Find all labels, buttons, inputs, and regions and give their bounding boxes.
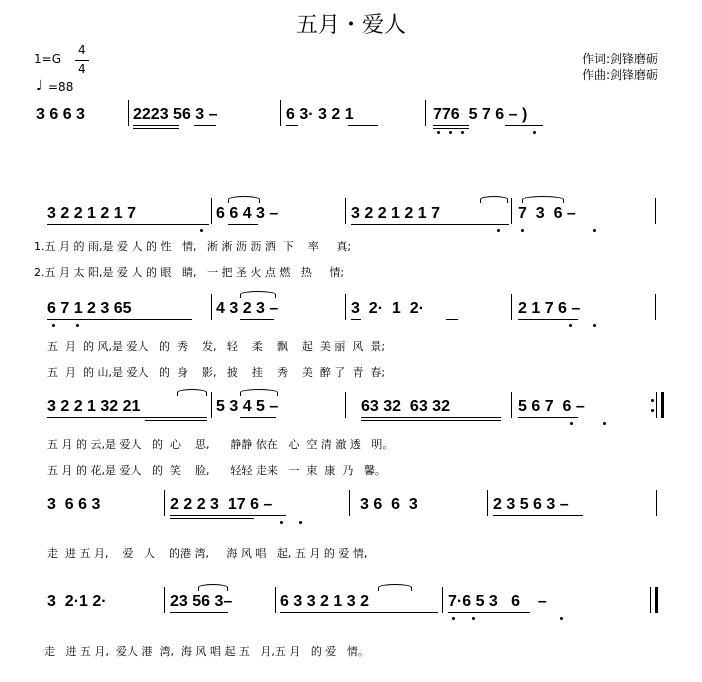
tempo-marking: =88 xyxy=(48,80,74,94)
intro-measure-2: 2223 56 3 – xyxy=(133,106,218,123)
row3-measure-4: 5 6 7 6 – xyxy=(518,398,585,415)
intro-measure-3: 6 3· 3 2 1 xyxy=(286,106,354,123)
row4-measure-2: 2 2 2 3 17 6 – xyxy=(170,496,273,513)
row4-measure-4: 2 3 5 6 3 – xyxy=(493,496,569,513)
row2-lyric-verse-2: 五 月 的 山,是 爱人 的 身 影, 披 挂 秀 美 醉 了 青 春; xyxy=(47,366,386,379)
row3-measure-2: 5 3 4 5 – xyxy=(216,398,279,415)
row3-lyric-verse-1: 五 月 的 云,是 爱人 的 心 思, 静静 依在 心 空 清 澈 透 明。 xyxy=(47,438,394,451)
row3-measure-1: 3 2 2 1 32 21 xyxy=(47,398,141,415)
row5-measure-4: 7·6 5 3 6 – xyxy=(448,593,547,610)
row2-measure-1: 6 7 1 2 3 65 xyxy=(47,300,132,317)
intro-measure-4: 776 5 7 6 – ) xyxy=(433,106,528,123)
row4-measure-1: 3 6 6 3 xyxy=(47,496,101,513)
row1-measure-1: 3 2 2 1 2 1 7 xyxy=(47,205,136,222)
row2-measure-2: 4 3 2 3 – xyxy=(216,300,279,317)
row5-measure-2: 23 56 3– xyxy=(170,593,233,610)
row3-measure-3: 63 32 63 32 xyxy=(361,398,450,415)
page-title: 五月・爱人 xyxy=(295,13,406,38)
time-signature-bottom: 4 xyxy=(78,62,86,76)
lyricist-credit: 作词:剑锋磨砺 xyxy=(582,52,659,66)
row1-lyric-verse-1: 1.五 月 的 雨,是 爱 人 的 性 情, 淅 淅 沥 沥 洒 下 率 真; xyxy=(34,240,352,253)
row1-measure-2: 6 6 4 3 – xyxy=(216,205,279,222)
intro-measure-1: 3 6 6 3 xyxy=(36,106,85,123)
row2-lyric-verse-1: 五 月 的 风,是 爱人 的 秀 发, 轻 柔 飘 起 美 丽 风 景; xyxy=(47,340,386,353)
row2-measure-3: 3 2· 1 2· xyxy=(351,300,424,317)
row4-lyric: 走 进 五 月, 爱 人 的港 湾, 海 风 唱 起, 五 月 的 爱 情, xyxy=(47,547,368,560)
row1-measure-4: 7 3 6 – xyxy=(518,205,576,222)
row1-measure-3: 3 2 2 1 2 1 7 xyxy=(351,205,440,222)
time-signature-top: 4 xyxy=(78,43,86,57)
quarter-note-icon: ♩ xyxy=(36,78,43,94)
row2-measure-4: 2 1 7 6 – xyxy=(518,300,581,317)
row3-lyric-verse-2: 五 月 的 花,是 爱人 的 笑 脸, 轻轻 走来 一 束 康 乃 馨。 xyxy=(47,464,386,477)
row5-measure-3: 6 3 3 2 1 3 2 xyxy=(280,593,369,610)
row5-lyric: 走 进 五 月, 爱人 港 湾, 海 风 唱 起 五 月,五 月 的 爱 情。 xyxy=(44,645,369,658)
row4-measure-3: 3 6 6 3 xyxy=(360,496,418,513)
key-signature: 1=G xyxy=(34,52,61,66)
row1-lyric-verse-2: 2.五 月 太 阳,是 爱 人 的 眼 睛, 一 把 圣 火 点 燃 热 情; xyxy=(34,266,345,279)
composer-credit: 作曲:剑锋磨砺 xyxy=(582,68,659,82)
row5-measure-1: 3 2·1 2· xyxy=(47,593,107,610)
